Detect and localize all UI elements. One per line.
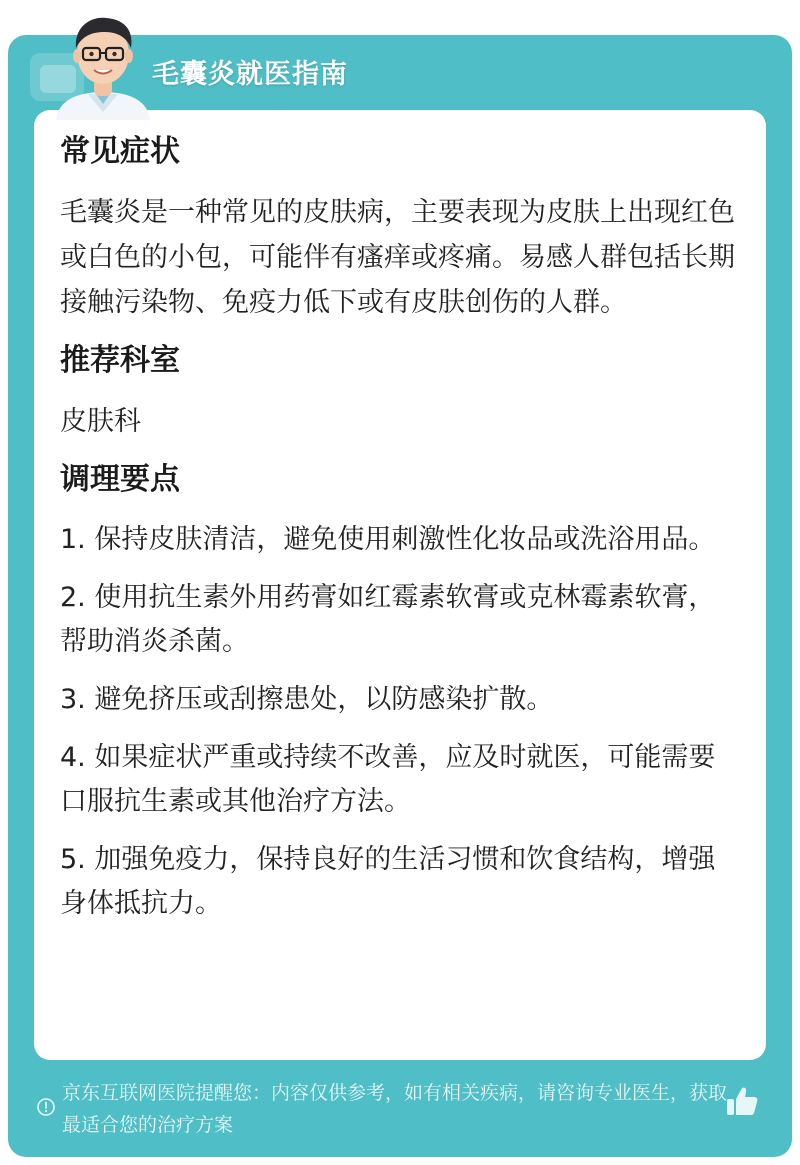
department-text: 皮肤科 <box>60 406 141 437</box>
card-content <box>60 134 740 940</box>
care-item: 2. 使用抗生素外用药膏如红霉素软膏或克林霉素软膏，帮助消炎杀菌。 <box>60 582 716 657</box>
care-item: 5. 加强免疫力，保持良好的生活习惯和饮食结构，增强身体抵抗力。 <box>60 844 716 919</box>
symptoms-text: 毛囊炎是一种常见的皮肤病，主要表现为皮肤上出现红色或白色的小包，可能伴有瘙痒或疼痛。易感人群包括长期接触污染物、免疫力低下或有皮肤创伤的人群。 <box>60 197 735 318</box>
disclaimer-text: 京东互联网医院提醒您：内容仅供参考，如有相关疾病，请咨询专业医生，获取最适合您的治疗方案 <box>62 1082 728 1136</box>
thumbs-up-icon[interactable] <box>724 1084 760 1120</box>
info-circle-icon <box>36 1097 56 1117</box>
care-item: 4. 如果症状严重或持续不改善，应及时就医，可能需要口服抗生素或其他治疗方法。 <box>60 742 716 817</box>
care-item: 3. 避免挤压或刮擦患处，以防感染扩散。 <box>60 684 554 715</box>
department-heading: 推荐科室 <box>60 343 180 378</box>
symptoms-heading: 常见症状 <box>60 134 180 169</box>
care-heading: 调理要点 <box>60 462 180 497</box>
doctor-avatar <box>48 8 158 120</box>
page-title: 毛囊炎就医指南 <box>152 59 348 90</box>
content-card <box>34 110 766 1060</box>
care-item: 1. 保持皮肤清洁，避免使用刺激性化妆品或洗浴用品。 <box>60 524 716 555</box>
